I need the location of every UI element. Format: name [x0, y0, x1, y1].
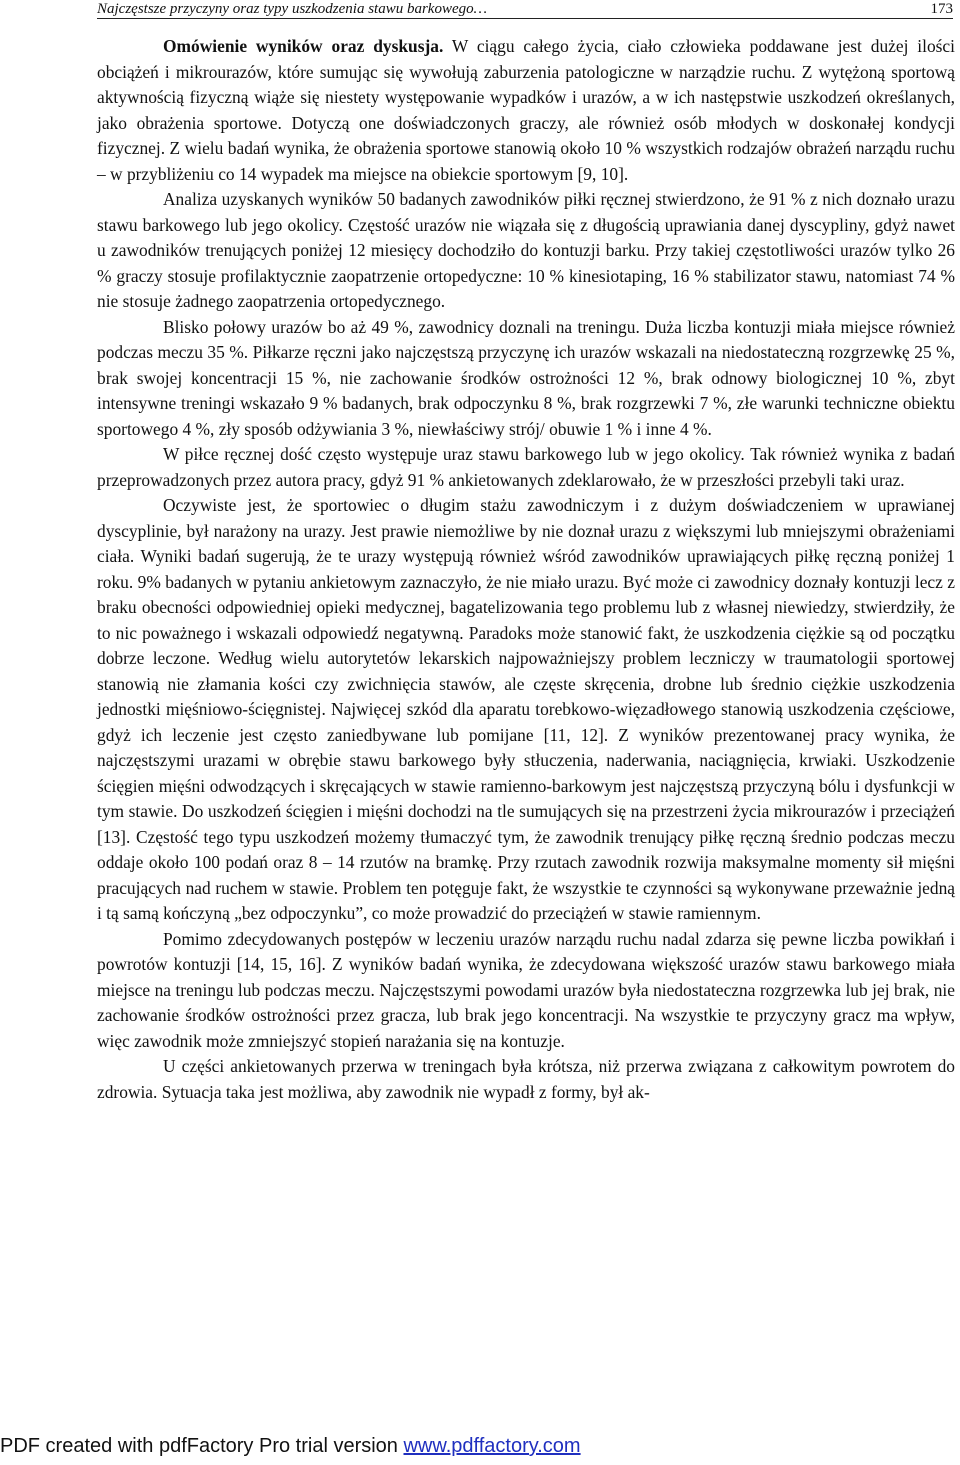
paragraph-5: Oczywiste jest, że sportowiec o długim stażu zawodniczym i z dużym doświadczeniem w uprawianej dyscyplinie, był narażony na urazy. Jest prawie niemożliwe by nie doznał urazu z większymi lub mniejszymi obrażeniami ciała. Wyniki badań sugerują, że te urazy występują również wśród zawodników uprawiających piłkę ręczną poniżej 1 roku. 9% badanych w pytaniu ankietowym zaznaczyło, że nie miało urazu. Być może ci zawodnicy doznały kontuzji lecz z braku obecności odpowiedniej opieki medycznej, bagatelizowania tego problemu lub z własnej niewiedzy, stwierdziły, że to nic poważnego i wskazali odpowiedź negatywną. Paradoks może stanowić fakt, że uszkodzenia ciężkie są od początku dobrze leczone. Według wielu autorytetów lekarskich najpoważniejszy problem leczniczy w traumatologii sportowej stanowią nie złamania kości czy zwichnięcia stawów, ale częste skręcenia, drobne lub średnio ciężkie uszkodzenia jednostki mięśniowo-ścięgnistej. Najwięcej szkód dla aparatu torebkowo-więzadłowego stanowią uszkodzenia częściowe, gdyż ich leczenie jest często zaniedbywane lub pomijane [11, 12]. Z wyników prezentowanej pracy wynika, że najczęstszymi urazami w obrębie stawu barkowego były stłuczenia, naderwania, naciągnięcia, krwiaki. Uszkodzenie ścięgien mięśni odwodzących i skręcających w stawie ramienno-barkowym jest najczęstszą przyczyną bólu i dysfunkcji w tym stawie. Do uszkodzeń ścięgien i mięśni dochodzi na tle sumujących się na przestrzeni życia mikrourazów i przeciążeń [13]. Częstość tego typu uszkodzeń możemy tłumaczyć tym, że zawodnik trenujący piłkę ręczną średnio podczas meczu oddaje około 100 podań oraz 8 – 14 rzutów na bramkę. Przy rzutach zawodnik rozwija maksymalne momenty sił mięśni pracujących nad ruchem w stawie. Problem ten potęguje fakt, że wszystkie te czynności są wykonywane przeważnie jedną i tą samą kończyną „bez odpoczynku”, co może prowadzić do przeciążeń w stawie ramiennym.: [97, 495, 955, 923]
running-header: [97, 0, 953, 19]
paragraph-3: Blisko połowy urazów bo aż 49 %, zawodnicy doznali na treningu. Duża liczba kontuzji miała miejsce również podczas meczu 35 %. Piłkarze ręczni jako najczęstszą przyczynę ich urazów wskazali na niedostateczną rozgrzewkę 25 %, brak swojej koncentracji 15 %, nie zachowanie środków ostrożności 12 %, brak odnowy biologicznej 10 %, zbyt intensywne treningi wskazało 9 % badanych, brak odpoczynku 8 %, brak rozgrzewki 7 %, złe warunki techniczne obiektu sportowego 4 %, zły sposób odżywiania 3 %, niewłaściwy strój/ obuwie 1 % i inne 4 %.: [97, 316, 955, 439]
section-heading: Omówienie wyników oraz dyskusja.: [163, 36, 444, 56]
paragraph-1-text: W ciągu całego życia, ciało człowieka poddawane jest dużej ilości obciążeń i mikrourazów, które sumując się wywołują zaburzenia patologiczne w narządzie ruchu. Z wytężoną sportową aktywnością fizyczną wiąże się niestety występowanie wypadków i urazów, a w ich następstwie uszkodzeń określanych, jako obrażenia sportowe. Dotyczą one doświadczonych graczy, ale również osób młodych w doskonałej kondycji fizycznej. Z wielu badań wynika, że obrażenia sportowe stanowią około 10 % wszystkich rodzajów obrażeń narządu ruchu – w przybliżeniu co 14 wypadek ma miejsce na obiekcie sportowym [9, 10].: [97, 36, 955, 184]
paragraph-1: [97, 34, 955, 187]
paragraph-4: W piłce ręcznej dość często występuje uraz stawu barkowego lub w jego okolicy. Tak również wynika z badań przeprowadzonych przez autora pracy, gdyż 91 % ankietowanych zdeklarowało, że w przeszłości przebyli taki uraz.: [97, 444, 955, 490]
running-header-title: Najczęstsze przyczyny oraz typy uszkodzenia stawu barkowego…: [97, 1, 487, 17]
page-number: 173: [930, 1, 953, 17]
paragraph-7: U części ankietowanych przerwa w treningach była krótsza, niż przerwa związana z całkowitym powrotem do zdrowia. Sytuacja taka jest możliwa, aby zawodnik nie wypadł z formy, był ak-: [97, 1056, 955, 1102]
paragraph-2: Analiza uzyskanych wyników 50 badanych zawodników piłki ręcznej stwierdzono, że 91 % z nich doznało urazu stawu barkowego lub jego okolicy. Częstość urazów nie wiązała się z długością uprawiania danej dyscypliny, gdyż nawet u zawodników trenujących poniżej 12 miesięcy dochodziło do kontuzji barku. Przy takiej częstotliwości urazów tylko 26 % graczy stosuje profilaktycznie zaopatrzenie ortopedyczne: 10 % kinesiotaping, 16 % stabilizator stawu, natomiast 74 % nie stosuje żadnego zaopatrzenia ortopedycznego.: [97, 189, 955, 311]
footer-link[interactable]: www.pdffactory.com: [403, 1435, 581, 1457]
paragraph-6: Pomimo zdecydowanych postępów w leczeniu urazów narządu ruchu nadal zdarza się pewne liczba powikłań i powrotów kontuzji [14, 15, 16]. Z wyników badań wynika, że zdecydowana większość urazów stawu barkowego miała miejsce na treningu lub podczas meczu. Najczęstszymi powodami urazów była niedostateczna rozgrzewka lub jej brak, nie zachowanie środków ostrożności przez gracza, lub brak jego koncentracji. Na wszystkie te przyczyny gracz ma wpływ, więc zawodnik może zmniejszyć stopień narażania się na kontuzje.: [97, 928, 955, 1051]
article-body: [97, 34, 955, 1105]
footer-text: PDF created with pdfFactory Pro trial version: [0, 1435, 404, 1457]
pdf-footer: [0, 1433, 960, 1459]
